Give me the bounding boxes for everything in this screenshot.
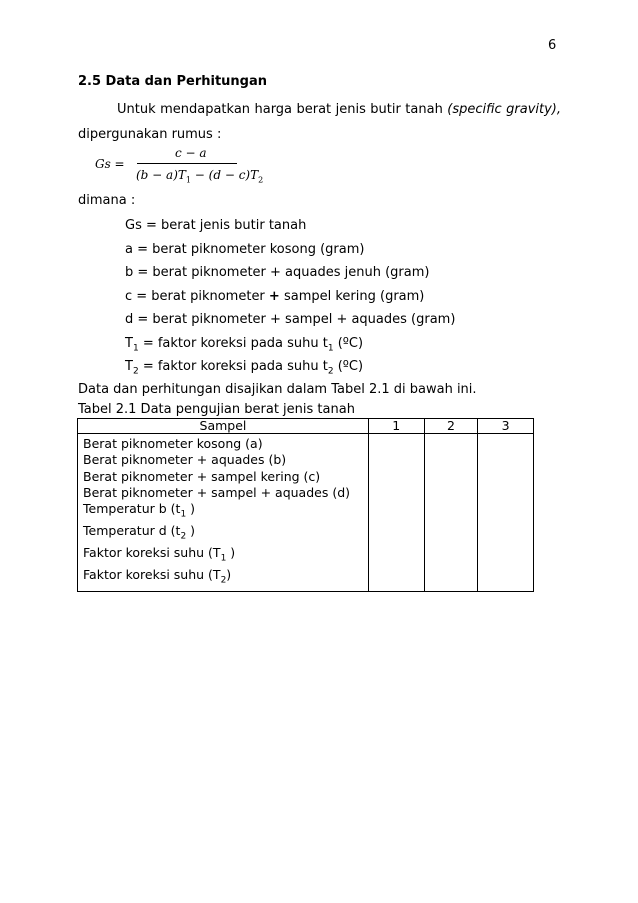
table-row-label: Berat piknometer + aquades (b)	[83, 452, 287, 468]
definition-t1-sub: 1	[132, 343, 139, 354]
formula-lhs: Gs =	[95, 157, 125, 171]
row-label-sub: 2	[180, 531, 187, 542]
closing-sentence: Data dan perhitungan disajikan dalam Tabel 2.1 di bawah ini.	[78, 382, 477, 397]
row-label-text: Temperatur b (t	[83, 501, 181, 517]
header-sample-2: 2	[424, 419, 478, 434]
definition-t1	[125, 336, 455, 360]
row-label-sub: 2	[220, 575, 227, 586]
intro-word-italic: gravity),	[506, 102, 561, 117]
intro-word: jenis	[335, 102, 366, 117]
header-sample-3: 3	[478, 419, 534, 434]
intro-word: berat	[296, 102, 332, 117]
row-label-text: Faktor koreksi suhu (T	[83, 544, 221, 560]
intro-paragraph-line1	[117, 102, 561, 117]
definition-c-plus: +	[268, 288, 280, 304]
denominator-sub1: 1	[185, 175, 191, 185]
intro-word: butir	[370, 102, 401, 117]
row-label-text: Temperatur d (t	[83, 522, 181, 538]
definition-t2-text: = faktor koreksi pada suhu t	[138, 359, 328, 374]
definition-t2-temp-sub: 2	[327, 366, 334, 377]
header-sample-1: 1	[368, 419, 424, 434]
table-caption: Tabel 2.1 Data pengujian berat jenis tanah	[78, 402, 355, 417]
formula-denominator	[136, 168, 263, 184]
row-label-sub: 1	[180, 509, 187, 520]
dimana-label: dimana :	[78, 193, 136, 208]
intro-word-italic: (specific	[447, 102, 502, 117]
intro-word: Untuk	[117, 102, 156, 117]
definition-t2-symbol: T	[125, 359, 133, 374]
intro-word: mendapatkan	[160, 102, 251, 117]
definition-t2-sub: 2	[132, 366, 139, 377]
definition-t2-unit: (ºC)	[333, 359, 364, 374]
sample-1-value-cell	[368, 434, 424, 592]
definition-t2	[125, 359, 455, 383]
table-row-label	[83, 523, 363, 545]
table-row-label: Berat piknometer + sampel kering (c)	[83, 468, 321, 484]
definition-t1-unit: (ºC)	[333, 335, 364, 351]
definition-list	[125, 218, 455, 383]
definition-gs: Gs = berat jenis butir tanah	[125, 218, 307, 233]
intro-word: tanah	[405, 102, 443, 117]
table-row-label	[83, 545, 363, 567]
table-row-label	[83, 567, 363, 589]
sample-2-value-cell	[424, 434, 478, 592]
denominator-term2: − (d − c)T	[190, 168, 259, 182]
formula-numerator: c − a	[175, 146, 207, 160]
definition-c-pre: c = berat piknometer	[125, 288, 269, 304]
row-label-end: )	[226, 566, 232, 582]
row-label-end: )	[186, 501, 196, 517]
definition-a: a = berat piknometer kosong (gram)	[125, 241, 365, 257]
table-body-row	[78, 434, 534, 592]
row-label-text: Faktor koreksi suhu (T	[83, 566, 221, 582]
table-row-label: Berat piknometer + sampel + aquades (d)	[83, 484, 351, 500]
definition-c-post: sampel kering (gram)	[279, 288, 425, 304]
parameter-list-cell	[78, 434, 369, 592]
section-heading: 2.5 Data dan Perhitungan	[78, 74, 268, 89]
intro-paragraph-line2: dipergunakan rumus :	[78, 127, 222, 142]
definition-t1-text: = faktor koreksi pada suhu t	[138, 335, 328, 351]
denominator-sub2: 2	[258, 175, 264, 185]
definition-t1-temp-sub: 1	[327, 343, 334, 354]
sample-3-value-cell	[478, 434, 534, 592]
definition-t1-symbol: T	[125, 335, 133, 351]
definition-d: d = berat piknometer + sampel + aquades (gram)	[125, 312, 456, 327]
row-label-sub: 1	[220, 553, 227, 564]
table-row-label: Berat piknometer kosong (a)	[83, 436, 263, 451]
fraction-bar	[137, 163, 237, 164]
intro-word: harga	[254, 102, 293, 117]
header-sampel: Sampel	[78, 419, 369, 434]
table-row-label	[83, 501, 363, 523]
row-label-end: )	[226, 544, 236, 560]
row-label-end: )	[186, 522, 196, 538]
definition-b: b = berat piknometer + aquades jenuh (gram)	[125, 265, 430, 280]
page-number: 6	[548, 38, 557, 53]
table-header-row	[78, 419, 534, 434]
definition-c	[125, 289, 455, 313]
denominator-term1: (b − a)T	[136, 168, 186, 182]
specific-gravity-table	[77, 418, 534, 592]
